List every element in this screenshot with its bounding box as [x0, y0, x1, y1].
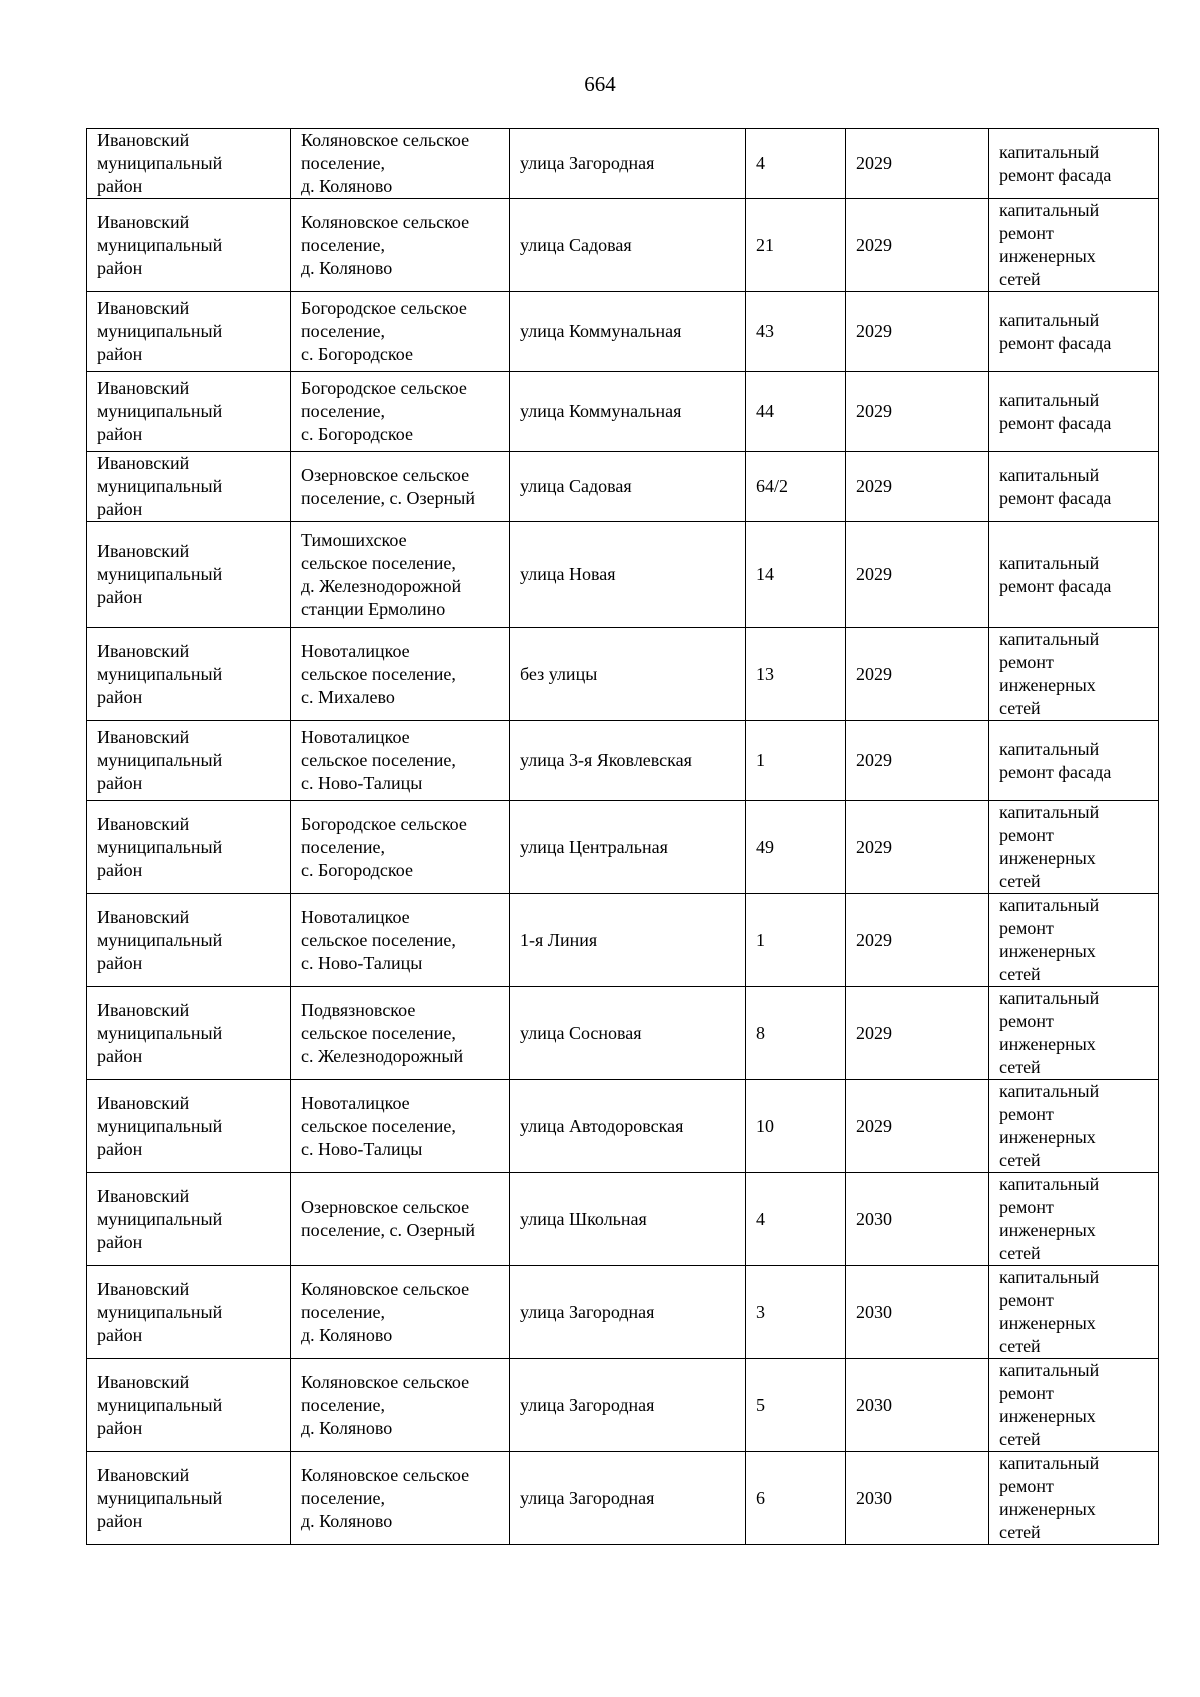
settlement-cell: [291, 292, 510, 372]
district-line: Ивановский: [97, 298, 190, 318]
district-line: муниципальный: [97, 1115, 223, 1136]
settlement-line: д. Коляново: [301, 176, 393, 196]
settlement-line: Тимошихское: [301, 529, 407, 550]
work-type-line: инженерных: [999, 848, 1096, 868]
work-type-cell: [989, 1266, 1159, 1359]
table-row: [87, 1173, 1159, 1266]
work-type-line: капитальный: [999, 802, 1100, 822]
work-type-line: ремонт: [999, 652, 1054, 672]
street-cell: улица Загородная: [510, 129, 746, 199]
work-type-line: инженерных: [999, 1220, 1096, 1240]
district-line: район: [97, 1231, 143, 1252]
table-row: [87, 801, 1159, 894]
work-type-line: капитальный: [999, 629, 1100, 649]
settlement-line: сельское поселение,: [301, 552, 456, 573]
district-line: муниципальный: [97, 1487, 223, 1508]
district-line: район: [97, 773, 143, 793]
district-line: район: [97, 1510, 143, 1531]
district-cell: [87, 721, 291, 801]
work-type-line: сетей: [999, 1522, 1041, 1542]
settlement-line: поселение,: [301, 1487, 386, 1508]
work-type-cell: [989, 987, 1159, 1080]
settlement-cell: [291, 1173, 510, 1266]
work-type-line: инженерных: [999, 1406, 1096, 1426]
year-cell: 2029: [846, 522, 989, 628]
settlement-line: поселение,: [301, 836, 386, 857]
work-type-line: капитальный: [999, 738, 1100, 759]
district-line: муниципальный: [97, 836, 223, 857]
work-type-line: ремонт фасада: [999, 412, 1112, 433]
settlement-line: Подвязновское: [301, 999, 416, 1020]
district-cell: [87, 1266, 291, 1359]
settlement-line: с. Железнодорожный: [301, 1045, 464, 1066]
work-type-line: сетей: [999, 871, 1041, 891]
settlement-cell: [291, 129, 510, 199]
settlement-line: Богородское сельское: [301, 298, 467, 318]
settlement-cell: [291, 372, 510, 452]
district-line: муниципальный: [97, 1394, 223, 1415]
district-line: муниципальный: [97, 153, 223, 173]
district-line: муниципальный: [97, 1301, 223, 1322]
district-cell: [87, 199, 291, 292]
settlement-line: Озерновское сельское: [301, 1197, 470, 1217]
house-number-cell: 14: [746, 522, 846, 628]
settlement-cell: [291, 987, 510, 1080]
district-cell: [87, 1173, 291, 1266]
year-cell: 2029: [846, 292, 989, 372]
work-type-line: ремонт: [999, 825, 1054, 845]
work-type-line: инженерных: [999, 941, 1096, 961]
year-cell: 2030: [846, 1359, 989, 1452]
district-line: Ивановский: [97, 453, 190, 473]
house-number-cell: 6: [746, 1452, 846, 1545]
settlement-line: д. Коляново: [301, 1324, 393, 1345]
district-cell: [87, 452, 291, 522]
settlement-line: поселение,: [301, 1301, 386, 1322]
settlement-line: сельское поселение,: [301, 929, 456, 950]
work-type-line: ремонт: [999, 1197, 1054, 1217]
settlement-cell: [291, 1266, 510, 1359]
table-row: [87, 129, 1159, 199]
work-type-line: ремонт фасада: [999, 575, 1112, 596]
settlement-cell: [291, 452, 510, 522]
house-number-cell: 1: [746, 721, 846, 801]
house-number-cell: 4: [746, 129, 846, 199]
work-type-cell: [989, 1359, 1159, 1452]
settlement-cell: [291, 199, 510, 292]
district-line: Ивановский: [97, 378, 190, 398]
street-cell: улица Садовая: [510, 199, 746, 292]
district-cell: [87, 129, 291, 199]
settlement-line: д. Коляново: [301, 257, 393, 278]
house-number-cell: 44: [746, 372, 846, 452]
house-number-cell: 4: [746, 1173, 846, 1266]
street-cell: улица Сосновая: [510, 987, 746, 1080]
street-cell: улица Центральная: [510, 801, 746, 894]
settlement-line: поселение,: [301, 153, 386, 173]
settlement-line: поселение,: [301, 321, 386, 341]
work-type-line: ремонт фасада: [999, 761, 1112, 782]
table-row: [87, 628, 1159, 721]
district-cell: [87, 1359, 291, 1452]
settlement-line: д. Железнодорожной: [301, 575, 462, 596]
work-type-line: капитальный: [999, 309, 1100, 330]
year-cell: 2029: [846, 987, 989, 1080]
district-line: муниципальный: [97, 564, 223, 584]
district-line: район: [97, 257, 143, 278]
work-type-line: инженерных: [999, 246, 1096, 266]
year-cell: 2029: [846, 628, 989, 721]
district-line: район: [97, 1045, 143, 1066]
district-line: район: [97, 424, 143, 444]
year-cell: 2029: [846, 372, 989, 452]
table-row: [87, 199, 1159, 292]
house-number-cell: 21: [746, 199, 846, 292]
work-type-cell: [989, 721, 1159, 801]
settlement-line: Новоталицкое: [301, 906, 410, 927]
settlement-line: сельское поселение,: [301, 1115, 456, 1136]
work-type-cell: [989, 129, 1159, 199]
house-number-cell: 13: [746, 628, 846, 721]
work-type-line: инженерных: [999, 1034, 1096, 1054]
district-line: муниципальный: [97, 1208, 223, 1229]
work-type-line: ремонт: [999, 1476, 1054, 1496]
year-cell: 2029: [846, 129, 989, 199]
work-type-cell: [989, 452, 1159, 522]
work-type-line: сетей: [999, 1150, 1041, 1170]
work-type-line: ремонт: [999, 918, 1054, 938]
house-number-cell: 43: [746, 292, 846, 372]
district-cell: [87, 522, 291, 628]
work-type-line: сетей: [999, 698, 1041, 718]
settlement-line: с. Ново-Талицы: [301, 773, 423, 793]
district-line: район: [97, 587, 143, 607]
house-number-cell: 49: [746, 801, 846, 894]
settlement-line: с. Богородское: [301, 859, 413, 880]
district-line: Ивановский: [97, 1092, 190, 1113]
work-type-line: капитальный: [999, 200, 1100, 220]
table-row: [87, 452, 1159, 522]
work-type-line: сетей: [999, 269, 1041, 289]
street-cell: улица Школьная: [510, 1173, 746, 1266]
settlement-line: поселение,: [301, 401, 386, 421]
street-cell: улица Загородная: [510, 1266, 746, 1359]
work-type-line: ремонт: [999, 1011, 1054, 1031]
table-row: [87, 987, 1159, 1080]
district-line: Ивановский: [97, 541, 190, 561]
house-number-cell: 3: [746, 1266, 846, 1359]
settlement-line: Новоталицкое: [301, 1092, 410, 1113]
work-type-line: капитальный: [999, 1174, 1100, 1194]
district-line: Ивановский: [97, 727, 190, 747]
district-line: муниципальный: [97, 1022, 223, 1043]
district-line: Ивановский: [97, 640, 190, 661]
work-type-cell: [989, 894, 1159, 987]
settlement-line: Богородское сельское: [301, 813, 467, 834]
work-type-cell: [989, 628, 1159, 721]
district-line: муниципальный: [97, 929, 223, 950]
work-type-line: сетей: [999, 1243, 1041, 1263]
work-type-line: ремонт фасада: [999, 164, 1112, 185]
settlement-cell: [291, 1452, 510, 1545]
house-number-cell: 10: [746, 1080, 846, 1173]
district-line: район: [97, 1417, 143, 1438]
settlement-cell: [291, 801, 510, 894]
table-row: [87, 522, 1159, 628]
district-line: Ивановский: [97, 211, 190, 232]
district-line: Ивановский: [97, 813, 190, 834]
district-line: муниципальный: [97, 750, 223, 770]
settlement-line: станции Ермолино: [301, 598, 446, 619]
settlement-line: Коляновское сельское: [301, 1278, 470, 1299]
settlement-cell: [291, 1359, 510, 1452]
year-cell: 2030: [846, 1452, 989, 1545]
district-line: муниципальный: [97, 476, 223, 496]
settlement-line: с. Ново-Талицы: [301, 1138, 423, 1159]
table-row: [87, 1359, 1159, 1452]
settlement-line: сельское поселение,: [301, 663, 456, 684]
work-type-cell: [989, 801, 1159, 894]
district-line: Ивановский: [97, 1185, 190, 1206]
district-line: район: [97, 176, 143, 196]
settlement-line: поселение, с. Озерный: [301, 1220, 475, 1240]
settlement-line: с. Ново-Талицы: [301, 952, 423, 973]
settlement-cell: [291, 628, 510, 721]
district-cell: [87, 894, 291, 987]
district-line: Ивановский: [97, 1278, 190, 1299]
work-type-cell: [989, 199, 1159, 292]
work-type-line: капитальный: [999, 1081, 1100, 1101]
settlement-line: с. Михалево: [301, 686, 395, 707]
house-number-cell: 8: [746, 987, 846, 1080]
year-cell: 2029: [846, 1080, 989, 1173]
district-cell: [87, 1080, 291, 1173]
work-type-line: капитальный: [999, 389, 1100, 410]
street-cell: улица Загородная: [510, 1452, 746, 1545]
work-type-line: инженерных: [999, 1313, 1096, 1333]
street-cell: улица Садовая: [510, 452, 746, 522]
work-type-line: ремонт: [999, 223, 1054, 243]
settlement-line: с. Богородское: [301, 424, 413, 444]
district-cell: [87, 1452, 291, 1545]
work-type-line: капитальный: [999, 552, 1100, 573]
district-line: район: [97, 952, 143, 973]
work-type-cell: [989, 522, 1159, 628]
work-type-line: сетей: [999, 1429, 1041, 1449]
settlement-line: Коляновское сельское: [301, 1371, 470, 1392]
work-type-line: капитальный: [999, 1267, 1100, 1287]
table-row: [87, 372, 1159, 452]
work-type-line: капитальный: [999, 1360, 1100, 1380]
settlement-cell: [291, 721, 510, 801]
work-type-line: инженерных: [999, 675, 1096, 695]
work-type-line: ремонт: [999, 1104, 1054, 1124]
work-type-line: капитальный: [999, 988, 1100, 1008]
district-line: район: [97, 1324, 143, 1345]
table-row: [87, 721, 1159, 801]
district-line: Ивановский: [97, 1371, 190, 1392]
year-cell: 2029: [846, 801, 989, 894]
table-row: [87, 292, 1159, 372]
settlement-line: поселение, с. Озерный: [301, 487, 475, 508]
settlement-line: сельское поселение,: [301, 750, 456, 770]
settlement-cell: [291, 894, 510, 987]
work-type-line: ремонт: [999, 1383, 1054, 1403]
district-cell: [87, 292, 291, 372]
settlement-line: Коляновское сельское: [301, 211, 470, 232]
year-cell: 2029: [846, 721, 989, 801]
district-cell: [87, 628, 291, 721]
settlement-cell: [291, 1080, 510, 1173]
settlement-line: Коляновское сельское: [301, 1464, 470, 1485]
district-line: район: [97, 859, 143, 880]
work-type-line: капитальный: [999, 1453, 1100, 1473]
registry-body: [87, 129, 1159, 1545]
house-number-cell: 1: [746, 894, 846, 987]
settlement-line: Озерновское сельское: [301, 464, 470, 485]
work-type-line: ремонт фасада: [999, 332, 1112, 353]
work-type-cell: [989, 1080, 1159, 1173]
work-type-line: сетей: [999, 964, 1041, 984]
table-row: [87, 1266, 1159, 1359]
district-line: муниципальный: [97, 663, 223, 684]
year-cell: 2030: [846, 1266, 989, 1359]
street-cell: улица Автодоровская: [510, 1080, 746, 1173]
district-line: район: [97, 1138, 143, 1159]
settlement-line: д. Коляново: [301, 1510, 393, 1531]
settlement-line: Новоталицкое: [301, 640, 410, 661]
table-row: [87, 1452, 1159, 1545]
table-row: [87, 1080, 1159, 1173]
district-line: Ивановский: [97, 130, 190, 150]
street-cell: улица Новая: [510, 522, 746, 628]
street-cell: улица Коммунальная: [510, 292, 746, 372]
table-row: [87, 894, 1159, 987]
district-line: муниципальный: [97, 401, 223, 421]
work-type-line: сетей: [999, 1336, 1041, 1356]
district-line: муниципальный: [97, 321, 223, 341]
registry-table: [86, 128, 1159, 1545]
work-type-line: ремонт: [999, 1290, 1054, 1310]
work-type-line: капитальный: [999, 464, 1100, 485]
year-cell: 2030: [846, 1173, 989, 1266]
district-line: район: [97, 344, 143, 364]
district-cell: [87, 987, 291, 1080]
settlement-line: поселение,: [301, 1394, 386, 1415]
work-type-line: инженерных: [999, 1499, 1096, 1519]
district-line: Ивановский: [97, 999, 190, 1020]
year-cell: 2029: [846, 452, 989, 522]
year-cell: 2029: [846, 199, 989, 292]
street-cell: улица Загородная: [510, 1359, 746, 1452]
work-type-cell: [989, 372, 1159, 452]
street-cell: 1-я Линия: [510, 894, 746, 987]
street-cell: улица Коммунальная: [510, 372, 746, 452]
district-line: Ивановский: [97, 1464, 190, 1485]
district-cell: [87, 801, 291, 894]
work-type-cell: [989, 1452, 1159, 1545]
street-cell: улица 3-я Яковлевская: [510, 721, 746, 801]
district-line: муниципальный: [97, 234, 223, 255]
district-cell: [87, 372, 291, 452]
settlement-line: Богородское сельское: [301, 378, 467, 398]
settlement-line: поселение,: [301, 234, 386, 255]
work-type-cell: [989, 1173, 1159, 1266]
settlement-line: Коляновское сельское: [301, 130, 470, 150]
house-number-cell: 5: [746, 1359, 846, 1452]
year-cell: 2029: [846, 894, 989, 987]
work-type-cell: [989, 292, 1159, 372]
page-number: 664: [584, 72, 616, 96]
settlement-line: Новоталицкое: [301, 727, 410, 747]
settlement-line: д. Коляново: [301, 1417, 393, 1438]
work-type-line: капитальный: [999, 895, 1100, 915]
district-line: Ивановский: [97, 906, 190, 927]
district-line: район: [97, 499, 143, 519]
house-number-cell: 64/2: [746, 452, 846, 522]
work-type-line: капитальный: [999, 141, 1100, 162]
settlement-line: с. Богородское: [301, 344, 413, 364]
work-type-line: инженерных: [999, 1127, 1096, 1147]
district-line: район: [97, 686, 143, 707]
street-cell: без улицы: [510, 628, 746, 721]
settlement-line: сельское поселение,: [301, 1022, 456, 1043]
work-type-line: сетей: [999, 1057, 1041, 1077]
settlement-cell: [291, 522, 510, 628]
work-type-line: ремонт фасада: [999, 487, 1112, 508]
